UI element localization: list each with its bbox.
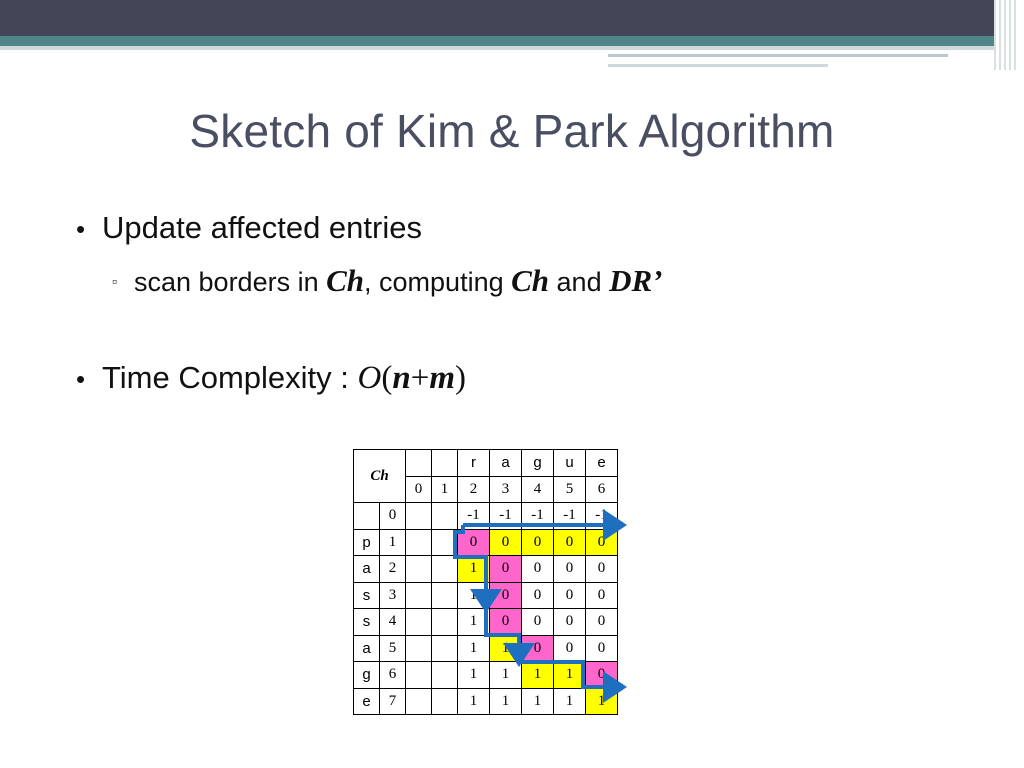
table-cell: 0 bbox=[586, 556, 618, 583]
row-index: 4 bbox=[380, 609, 406, 636]
table-cell: -1 bbox=[554, 503, 586, 530]
table-cell: 1 bbox=[458, 688, 490, 715]
column-letter bbox=[406, 450, 432, 477]
table-row bbox=[354, 582, 618, 609]
table-cell bbox=[432, 503, 458, 530]
paren-close: ) bbox=[455, 360, 467, 396]
column-index: 6 bbox=[586, 476, 618, 503]
table-cell-highlight-magenta: 0 bbox=[490, 582, 522, 609]
table-cell: 1 bbox=[522, 688, 554, 715]
row-letter: s bbox=[354, 582, 380, 609]
bullet-text: Update affected entries bbox=[102, 210, 422, 245]
table-cell: 0 bbox=[554, 556, 586, 583]
table-row bbox=[354, 688, 618, 715]
table-cell: 0 bbox=[586, 635, 618, 662]
table-cell-highlight-magenta: 0 bbox=[490, 556, 522, 583]
row-letter: e bbox=[354, 688, 380, 715]
column-index: 1 bbox=[432, 476, 458, 503]
table-cell bbox=[432, 582, 458, 609]
row-index: 2 bbox=[380, 556, 406, 583]
column-letter: e bbox=[586, 450, 618, 477]
table-cell: 1 bbox=[490, 688, 522, 715]
row-index: 0 bbox=[380, 503, 406, 530]
table-cell bbox=[432, 529, 458, 556]
table-row bbox=[354, 529, 618, 556]
table-cell: 0 bbox=[554, 582, 586, 609]
table-cell bbox=[406, 688, 432, 715]
table-cell bbox=[406, 503, 432, 530]
table-cell-highlight-magenta: 0 bbox=[458, 529, 490, 556]
bullet-dot: • bbox=[76, 214, 86, 244]
row-letter bbox=[354, 503, 380, 530]
table-cell bbox=[406, 609, 432, 636]
column-index: 3 bbox=[490, 476, 522, 503]
table-cell bbox=[432, 662, 458, 689]
table-cell bbox=[432, 688, 458, 715]
table-row bbox=[354, 635, 618, 662]
table-cell bbox=[406, 662, 432, 689]
m-symbol: m bbox=[429, 360, 456, 396]
table-cell: 0 bbox=[522, 609, 554, 636]
n-symbol: n bbox=[392, 360, 411, 396]
column-letter: g bbox=[522, 450, 554, 477]
header-accent-bar bbox=[0, 36, 1024, 46]
table-cell bbox=[406, 529, 432, 556]
table-cell: 0 bbox=[586, 609, 618, 636]
column-index: 2 bbox=[458, 476, 490, 503]
row-index: 5 bbox=[380, 635, 406, 662]
table-cell-highlight-magenta: 0 bbox=[522, 635, 554, 662]
column-index: 0 bbox=[406, 476, 432, 503]
table-cell: 1 bbox=[490, 662, 522, 689]
table-cell: -1 bbox=[490, 503, 522, 530]
table-cell bbox=[432, 635, 458, 662]
table-header-row-letters bbox=[354, 450, 618, 477]
header-divider-line bbox=[608, 54, 948, 57]
ch-symbol: Ch bbox=[511, 263, 550, 298]
bullet-text: Time Complexity : bbox=[102, 360, 358, 395]
table-cell bbox=[432, 556, 458, 583]
ch-table-figure bbox=[353, 449, 618, 715]
row-letter: a bbox=[354, 635, 380, 662]
sub-bullet-text-1: scan borders in bbox=[134, 267, 327, 297]
table-cell-highlight-magenta: 0 bbox=[586, 662, 618, 689]
table-cell: 1 bbox=[458, 662, 490, 689]
table-cell: 1 bbox=[458, 635, 490, 662]
table-row bbox=[354, 609, 618, 636]
row-letter: a bbox=[354, 556, 380, 583]
slide-title: Sketch of Kim & Park Algorithm bbox=[189, 105, 835, 157]
column-letter: a bbox=[490, 450, 522, 477]
row-letter: s bbox=[354, 609, 380, 636]
table-cell-highlight-yellow: 1 bbox=[586, 688, 618, 715]
table-cell: 0 bbox=[554, 635, 586, 662]
header-stripes bbox=[994, 0, 1018, 70]
bullet-update-entries bbox=[76, 210, 422, 246]
table-cell: -1 bbox=[522, 503, 554, 530]
row-letter: p bbox=[354, 529, 380, 556]
table-cell-highlight-yellow: 1 bbox=[458, 556, 490, 583]
table-cell-highlight-yellow: 1 bbox=[490, 635, 522, 662]
column-letter bbox=[432, 450, 458, 477]
ch-table bbox=[353, 449, 618, 715]
table-cell: 0 bbox=[586, 582, 618, 609]
row-index: 7 bbox=[380, 688, 406, 715]
table-cell: 0 bbox=[554, 609, 586, 636]
paren-open: ( bbox=[381, 360, 393, 396]
sub-bullet-text-3: and bbox=[549, 267, 610, 297]
table-cell: 1 bbox=[458, 582, 490, 609]
bullet-dot: • bbox=[76, 364, 86, 394]
table-cell bbox=[432, 609, 458, 636]
sub-bullet-text-2: , computing bbox=[364, 267, 512, 297]
big-o-symbol: O bbox=[357, 360, 382, 396]
table-cell: -1 bbox=[458, 503, 490, 530]
ch-symbol: Ch bbox=[326, 263, 365, 298]
table-cell-highlight-yellow: 0 bbox=[554, 529, 586, 556]
table-cell bbox=[406, 635, 432, 662]
table-cell bbox=[406, 556, 432, 583]
table-cell-highlight-yellow: 0 bbox=[522, 529, 554, 556]
table-cell-highlight-magenta: 0 bbox=[490, 609, 522, 636]
table-cell: 1 bbox=[458, 609, 490, 636]
column-letter: r bbox=[458, 450, 490, 477]
sub-bullet-square: ▫ bbox=[112, 273, 117, 289]
table-cell-highlight-yellow: 0 bbox=[490, 529, 522, 556]
dr-symbol: DR’ bbox=[609, 263, 663, 298]
table-row bbox=[354, 662, 618, 689]
table-cell-highlight-yellow: 1 bbox=[554, 662, 586, 689]
plus-symbol: + bbox=[410, 360, 430, 396]
table-cell: -1 bbox=[586, 503, 618, 530]
table-cell bbox=[406, 582, 432, 609]
table-corner-label: Ch bbox=[354, 450, 406, 503]
column-index: 5 bbox=[554, 476, 586, 503]
header-divider-line bbox=[608, 64, 828, 67]
table-cell: 0 bbox=[522, 556, 554, 583]
column-letter: u bbox=[554, 450, 586, 477]
table-cell-highlight-yellow: 0 bbox=[586, 529, 618, 556]
header-stripes-edge bbox=[1018, 0, 1024, 70]
sub-bullet-scan-borders bbox=[112, 263, 662, 299]
row-index: 6 bbox=[380, 662, 406, 689]
header-bar bbox=[0, 0, 1024, 36]
row-index: 1 bbox=[380, 529, 406, 556]
row-letter: g bbox=[354, 662, 380, 689]
table-cell: 0 bbox=[522, 582, 554, 609]
table-row bbox=[354, 503, 618, 530]
header-divider-line bbox=[0, 46, 1000, 50]
column-index: 4 bbox=[522, 476, 554, 503]
table-cell: 1 bbox=[554, 688, 586, 715]
bullet-time-complexity bbox=[76, 360, 466, 397]
table-row bbox=[354, 556, 618, 583]
row-index: 3 bbox=[380, 582, 406, 609]
table-cell-highlight-yellow: 1 bbox=[522, 662, 554, 689]
